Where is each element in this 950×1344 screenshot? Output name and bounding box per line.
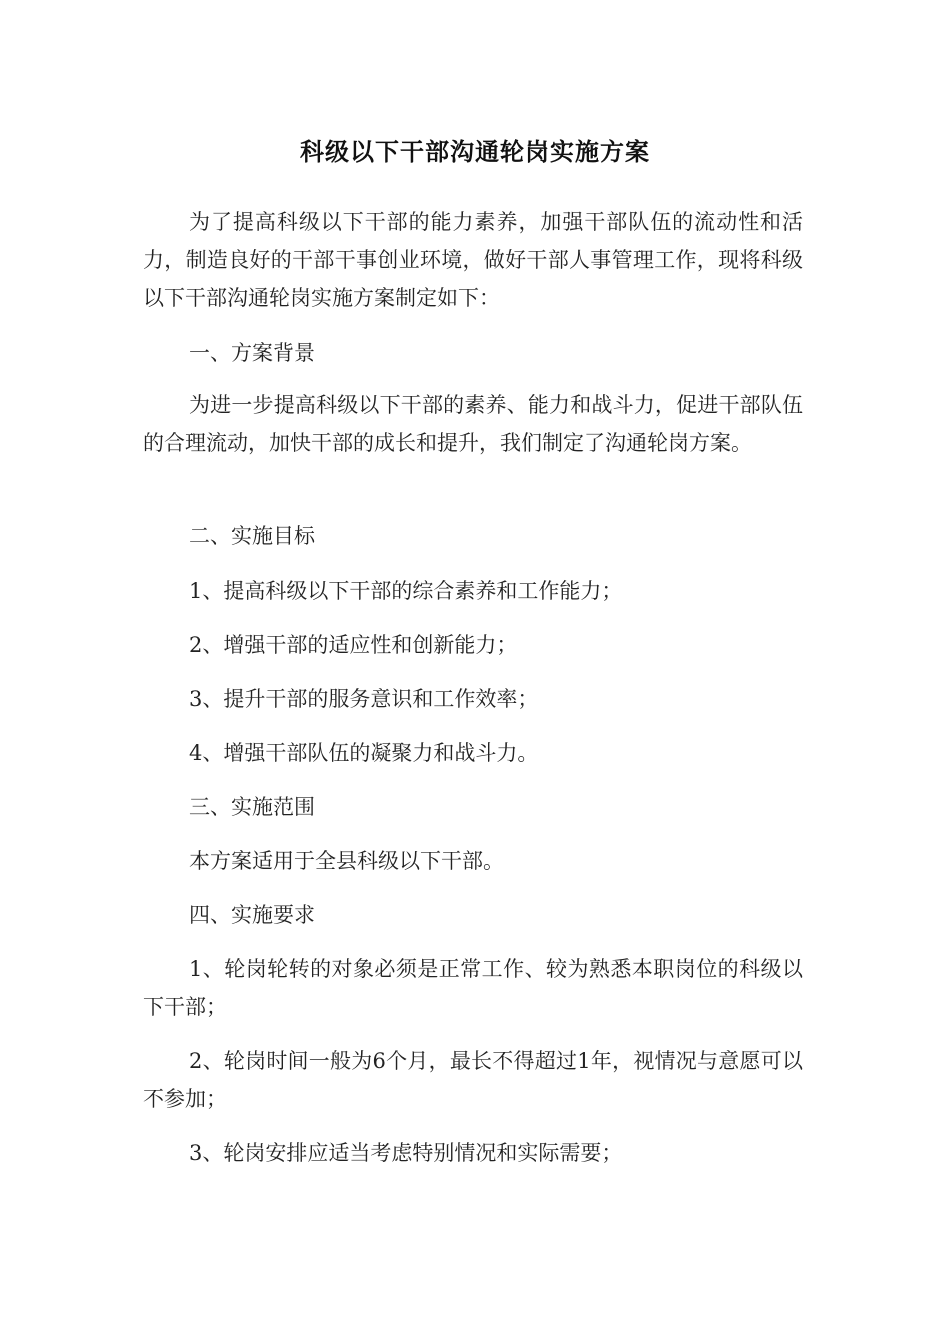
requirement-item-2: 2、轮岗时间一般为6个月，最长不得超过1年，视情况与意愿可以不参加；	[143, 1049, 803, 1111]
section-heading-background: 一、方案背景	[189, 341, 315, 365]
requirement-item-1: 1、轮岗轮转的对象必须是正常工作、较为熟悉本职岗位的科级以下干部；	[143, 957, 803, 1019]
goal-item-2: 2、增强干部的适应性和创新能力；	[189, 633, 518, 657]
intro-paragraph: 为了提高科级以下干部的能力素养，加强干部队伍的流动性和活力，制造良好的干部干事创业环境，做好干部人事管理工作，现将科级以下干部沟通轮岗实施方案制定如下：	[143, 210, 803, 310]
goal-item-1: 1、提高科级以下干部的综合素养和工作能力；	[189, 579, 623, 603]
goal-item-3: 3、提升干部的服务意识和工作效率；	[189, 687, 539, 711]
section-heading-requirements: 四、实施要求	[189, 903, 315, 927]
scope-paragraph: 本方案适用于全县科级以下干部。	[189, 849, 504, 873]
goal-item-4: 4、增强干部队伍的凝聚力和战斗力。	[189, 741, 539, 765]
section-heading-goals: 二、实施目标	[189, 524, 315, 548]
requirement-item-3: 3、轮岗安排应适当考虑特别情况和实际需要；	[189, 1141, 623, 1165]
background-paragraph: 为进一步提高科级以下干部的素养、能力和战斗力，促进干部队伍的合理流动，加快干部的成长和提升，我们制定了沟通轮岗方案。	[143, 393, 803, 455]
document-title: 科级以下干部沟通轮岗实施方案	[300, 138, 650, 166]
section-heading-scope: 三、实施范围	[189, 795, 315, 819]
